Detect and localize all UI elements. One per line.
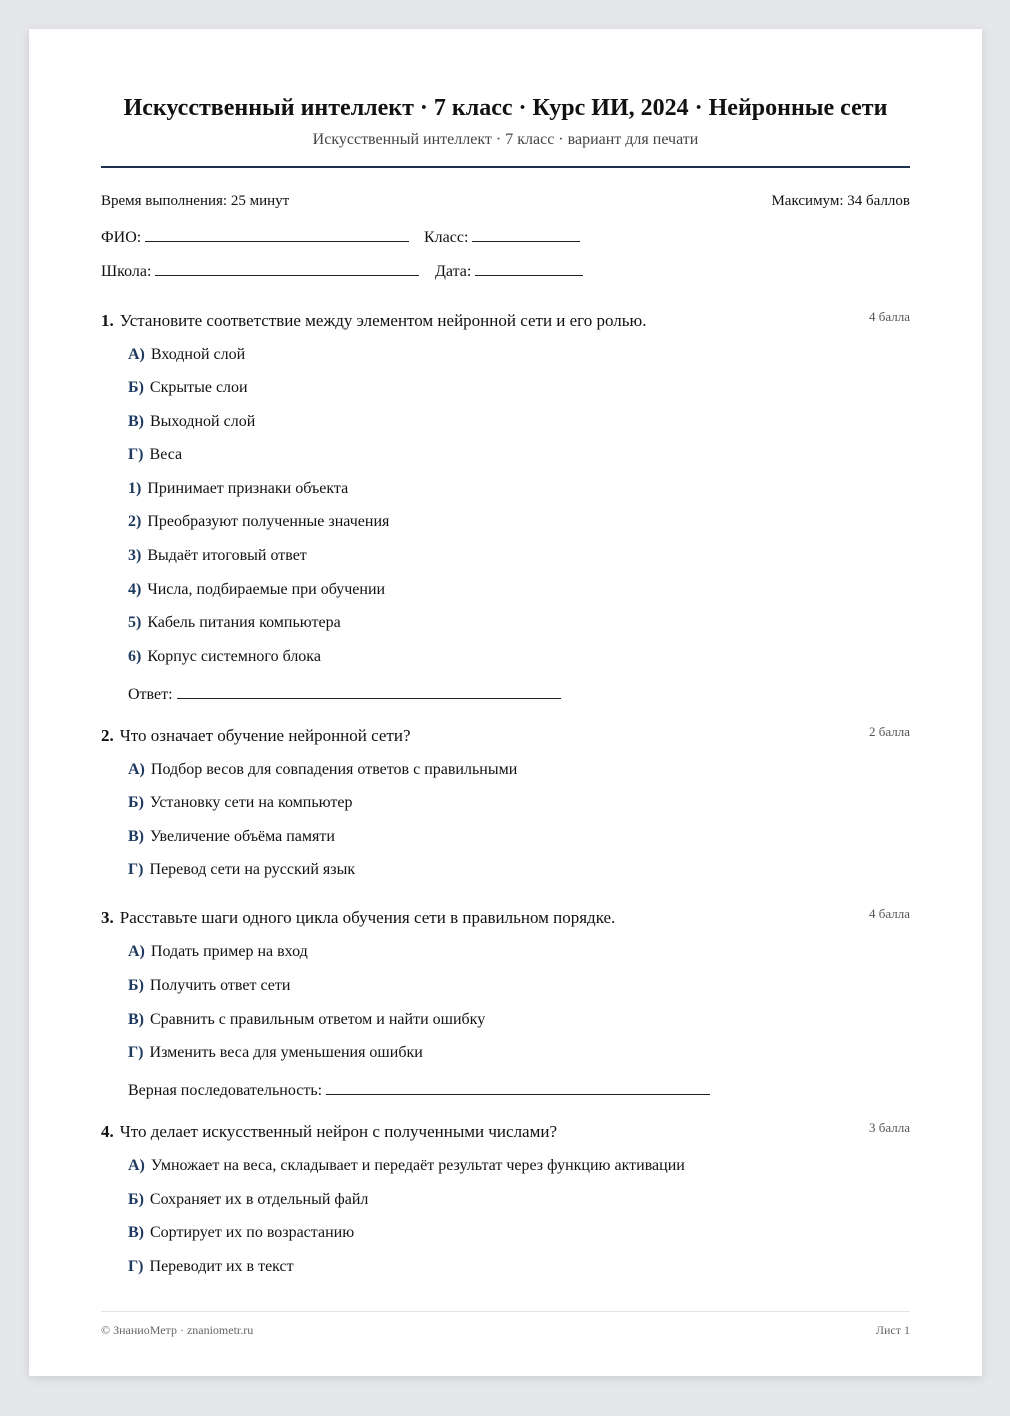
option-text: Входной слой	[150, 346, 246, 363]
option-letter: 4)	[128, 581, 142, 598]
question-header	[101, 726, 910, 746]
option-text: Сохраняет их в отдельный файл	[149, 1191, 369, 1208]
school-field[interactable]	[101, 259, 419, 281]
option-letter: Б)	[128, 794, 144, 811]
option-v	[128, 1011, 485, 1029]
option-text: Принимает признаки объекта	[147, 480, 349, 497]
meta-row	[101, 193, 910, 210]
option-g	[128, 446, 182, 464]
option-letter: Б)	[128, 379, 144, 396]
option-1	[128, 480, 348, 498]
option-text: Переводит их в текст	[149, 1258, 294, 1275]
option-text: Получить ответ сети	[149, 977, 291, 994]
question-text: Что делает искусственный нейрон с полученными числами?	[119, 1122, 558, 1141]
question-text: Установите соответствие между элементом нейронной сети и его ролью.	[119, 311, 647, 330]
option-letter: В)	[128, 413, 144, 430]
question-number: 3.	[101, 908, 114, 927]
sequence-answer-field[interactable]	[128, 1078, 710, 1100]
option-letter: 5)	[128, 614, 142, 631]
option-g	[128, 1044, 423, 1062]
option-letter: Г)	[128, 1258, 144, 1275]
question-number: 2.	[101, 726, 114, 745]
option-a	[128, 1157, 685, 1175]
option-v	[128, 828, 335, 846]
sequence-answer-label: Верная последовательность:	[128, 1082, 323, 1099]
date-field[interactable]	[435, 259, 583, 281]
option-2	[128, 513, 389, 531]
question-text: Расставьте шаги одного цикла обучения сети в правильном порядке.	[119, 908, 616, 927]
question-number: 4.	[101, 1122, 114, 1141]
option-letter: 1)	[128, 480, 142, 497]
date-label: Дата:	[435, 263, 472, 280]
school-line[interactable]	[155, 259, 419, 276]
option-g	[128, 861, 355, 879]
question-2	[101, 724, 910, 878]
question-header	[101, 1122, 910, 1142]
fio-line[interactable]	[145, 225, 409, 242]
answer-line[interactable]	[177, 682, 561, 699]
option-text: Выходной слой	[150, 413, 256, 430]
footer-divider	[101, 1311, 910, 1312]
option-letter: 3)	[128, 547, 142, 564]
option-text: Веса	[149, 446, 183, 463]
option-text: Изменить веса для уменьшения ошибки	[149, 1044, 423, 1061]
option-v	[128, 413, 255, 431]
class-line[interactable]	[472, 225, 580, 242]
option-text: Умножает на веса, складывает и передаёт результат через функцию активации	[150, 1157, 685, 1174]
option-b	[128, 794, 352, 812]
question-header	[101, 311, 910, 331]
option-3	[128, 547, 307, 565]
school-label: Школа:	[101, 263, 152, 280]
question-points: 4 балла	[869, 906, 910, 921]
answer-field[interactable]	[128, 682, 561, 704]
option-a	[128, 346, 245, 364]
time-limit: Время выполнения: 25 минут	[101, 193, 290, 209]
option-5	[128, 614, 341, 632]
option-letter: Г)	[128, 861, 144, 878]
question-1	[101, 309, 910, 703]
option-text: Перевод сети на русский язык	[149, 861, 356, 878]
option-b	[128, 977, 290, 995]
question-4	[101, 1120, 910, 1275]
option-b	[128, 379, 248, 397]
class-label: Класс:	[424, 229, 469, 246]
option-text: Установку сети на компьютер	[149, 794, 353, 811]
question-header	[101, 908, 910, 928]
option-text: Сравнить с правильным ответом и найти ошибку	[150, 1011, 486, 1028]
option-text: Кабель питания компьютера	[147, 614, 341, 631]
option-letter: А)	[128, 761, 145, 778]
question-3	[101, 906, 910, 1099]
header-divider	[101, 166, 910, 168]
class-field[interactable]	[424, 225, 580, 247]
option-6	[128, 648, 321, 666]
option-letter: Г)	[128, 1044, 144, 1061]
question-points: 4 балла	[869, 309, 910, 324]
question-text: Что означает обучение нейронной сети?	[119, 726, 411, 745]
option-g	[128, 1258, 294, 1276]
question-points: 3 балла	[869, 1120, 910, 1135]
fio-field[interactable]	[101, 225, 409, 247]
option-text: Подать пример на вход	[150, 943, 308, 960]
fio-label: ФИО:	[101, 229, 142, 246]
option-letter: Б)	[128, 977, 144, 994]
option-a	[128, 761, 517, 779]
option-text: Корпус системного блока	[147, 648, 321, 665]
option-letter: В)	[128, 1224, 144, 1241]
option-text: Подбор весов для совпадения ответов с правильными	[150, 761, 518, 778]
option-letter: В)	[128, 1011, 144, 1028]
option-text: Скрытые слои	[149, 379, 248, 396]
option-v	[128, 1224, 354, 1242]
option-letter: 6)	[128, 648, 142, 665]
sequence-answer-line[interactable]	[326, 1078, 710, 1095]
option-a	[128, 943, 308, 961]
option-text: Преобразуют полученные значения	[147, 513, 390, 530]
option-letter: А)	[128, 943, 145, 960]
option-letter: А)	[128, 346, 145, 363]
option-letter: Б)	[128, 1191, 144, 1208]
option-text: Числа, подбираемые при обучении	[147, 581, 386, 598]
question-points: 2 балла	[869, 724, 910, 739]
date-line[interactable]	[475, 259, 583, 276]
footer-page-number: Лист 1	[875, 1323, 910, 1337]
answer-label: Ответ:	[128, 686, 173, 703]
option-b	[128, 1191, 368, 1209]
option-letter: 2)	[128, 513, 142, 530]
footer-copyright: © ЗнаниоМетр · znaniometr.ru	[101, 1323, 254, 1337]
option-text: Увеличение объёма памяти	[150, 828, 335, 845]
option-letter: Г)	[128, 446, 144, 463]
option-4	[128, 581, 385, 599]
option-letter: В)	[128, 828, 144, 845]
page-title: Искусственный интеллект · 7 класс · Курс ИИ, 2024 · Нейронные сети	[123, 95, 888, 121]
worksheet-page	[29, 29, 982, 1376]
option-text: Сортирует их по возрастанию	[150, 1224, 355, 1241]
option-text: Выдаёт итоговый ответ	[147, 547, 307, 564]
option-letter: А)	[128, 1157, 145, 1174]
max-score: Максимум: 34 баллов	[771, 193, 910, 209]
page-subtitle: Искусственный интеллект · 7 класс · вариант для печати	[312, 131, 699, 148]
question-number: 1.	[101, 311, 114, 330]
